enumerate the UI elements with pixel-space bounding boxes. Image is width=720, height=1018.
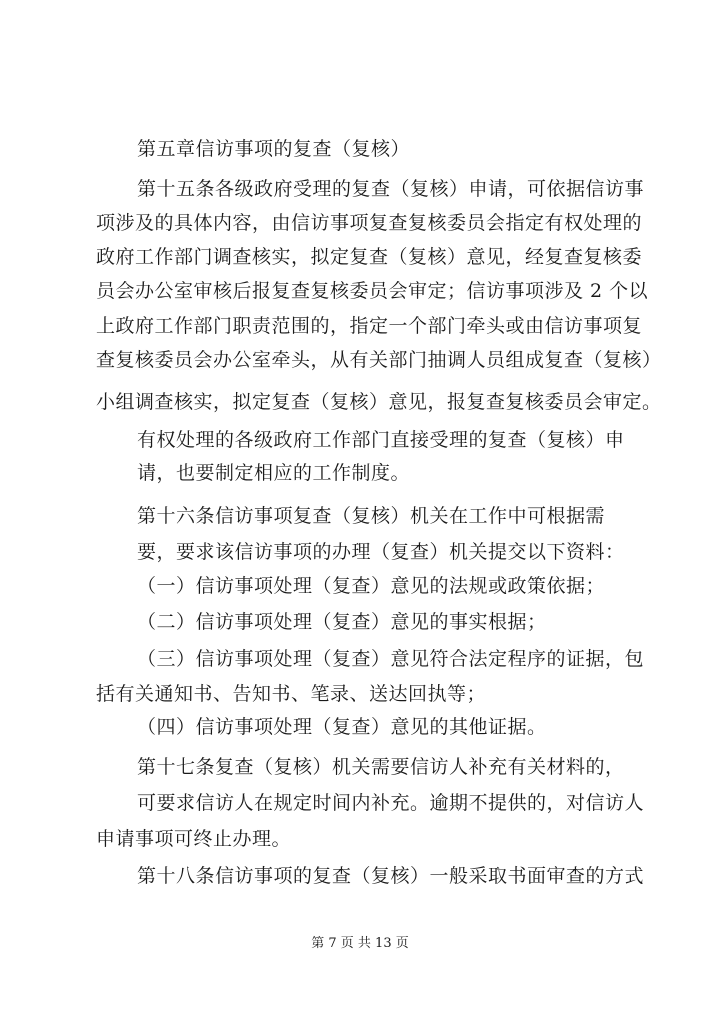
paragraph-line: 小组调查核实，拟定复查（复核）意见，报复查复核委员会审定。 <box>96 391 662 413</box>
paragraph-line: 查复核委员会办公室牵头，从有关部门抽调人员组成复查（复核） <box>96 349 662 371</box>
paragraph-line: 括有关通知书、告知书、笔录、送达回执等； <box>96 683 487 705</box>
paragraph-line: 第十六条信访事项复查（复核）机关在工作中可根据需 <box>137 505 606 527</box>
list-item: （二）信访事项处理（复查）意见的事实根据； <box>137 611 547 633</box>
page-number-footer: 第 7 页 共 13 页 <box>311 936 409 951</box>
paragraph-line: 项涉及的具体内容，由信访事项复查复核委员会指定有权处理的 <box>96 212 643 234</box>
paragraph-line: 上政府工作部门职责范围的，指定一个部门牵头或由信访事项复 <box>96 315 643 337</box>
paragraph-line: 可要求信访人在规定时间内补充。逾期不提供的，对信访人 <box>137 792 645 814</box>
list-item: （一）信访事项处理（复查）意见的法规或政策依据； <box>137 575 606 597</box>
paragraph-line: 要，要求该信访事项的办理（复查）机关提交以下资料： <box>137 541 625 563</box>
list-item: （四）信访事项处理（复查）意见的其他证据。 <box>137 716 547 738</box>
paragraph-line: 政府工作部门调查核实，拟定复查（复核）意见，经复查复核委 <box>96 246 643 268</box>
paragraph-line: 第十七条复查（复核）机关需要信访人补充有关材料的， <box>137 756 625 778</box>
paragraph-line: 请，也要制定相应的工作制度。 <box>137 462 411 484</box>
list-item: （三）信访事项处理（复查）意见符合法定程序的证据，包 <box>137 648 645 670</box>
paragraph-line: 第十八条信访事项的复查（复核）一般采取书面审查的方式 <box>137 865 645 887</box>
paragraph-line: 申请事项可终止办理。 <box>96 828 292 850</box>
paragraph-line: 员会办公室审核后报复查复核委员会审定；信访事项涉及 2 个以 <box>96 280 649 302</box>
paragraph-line: 有权处理的各级政府工作部门直接受理的复查（复核）申 <box>137 429 625 451</box>
paragraph-line: 第十五条各级政府受理的复查（复核）申请，可依据信访事 <box>137 178 645 200</box>
chapter-heading: 第五章信访事项的复查（复核） <box>137 138 411 160</box>
